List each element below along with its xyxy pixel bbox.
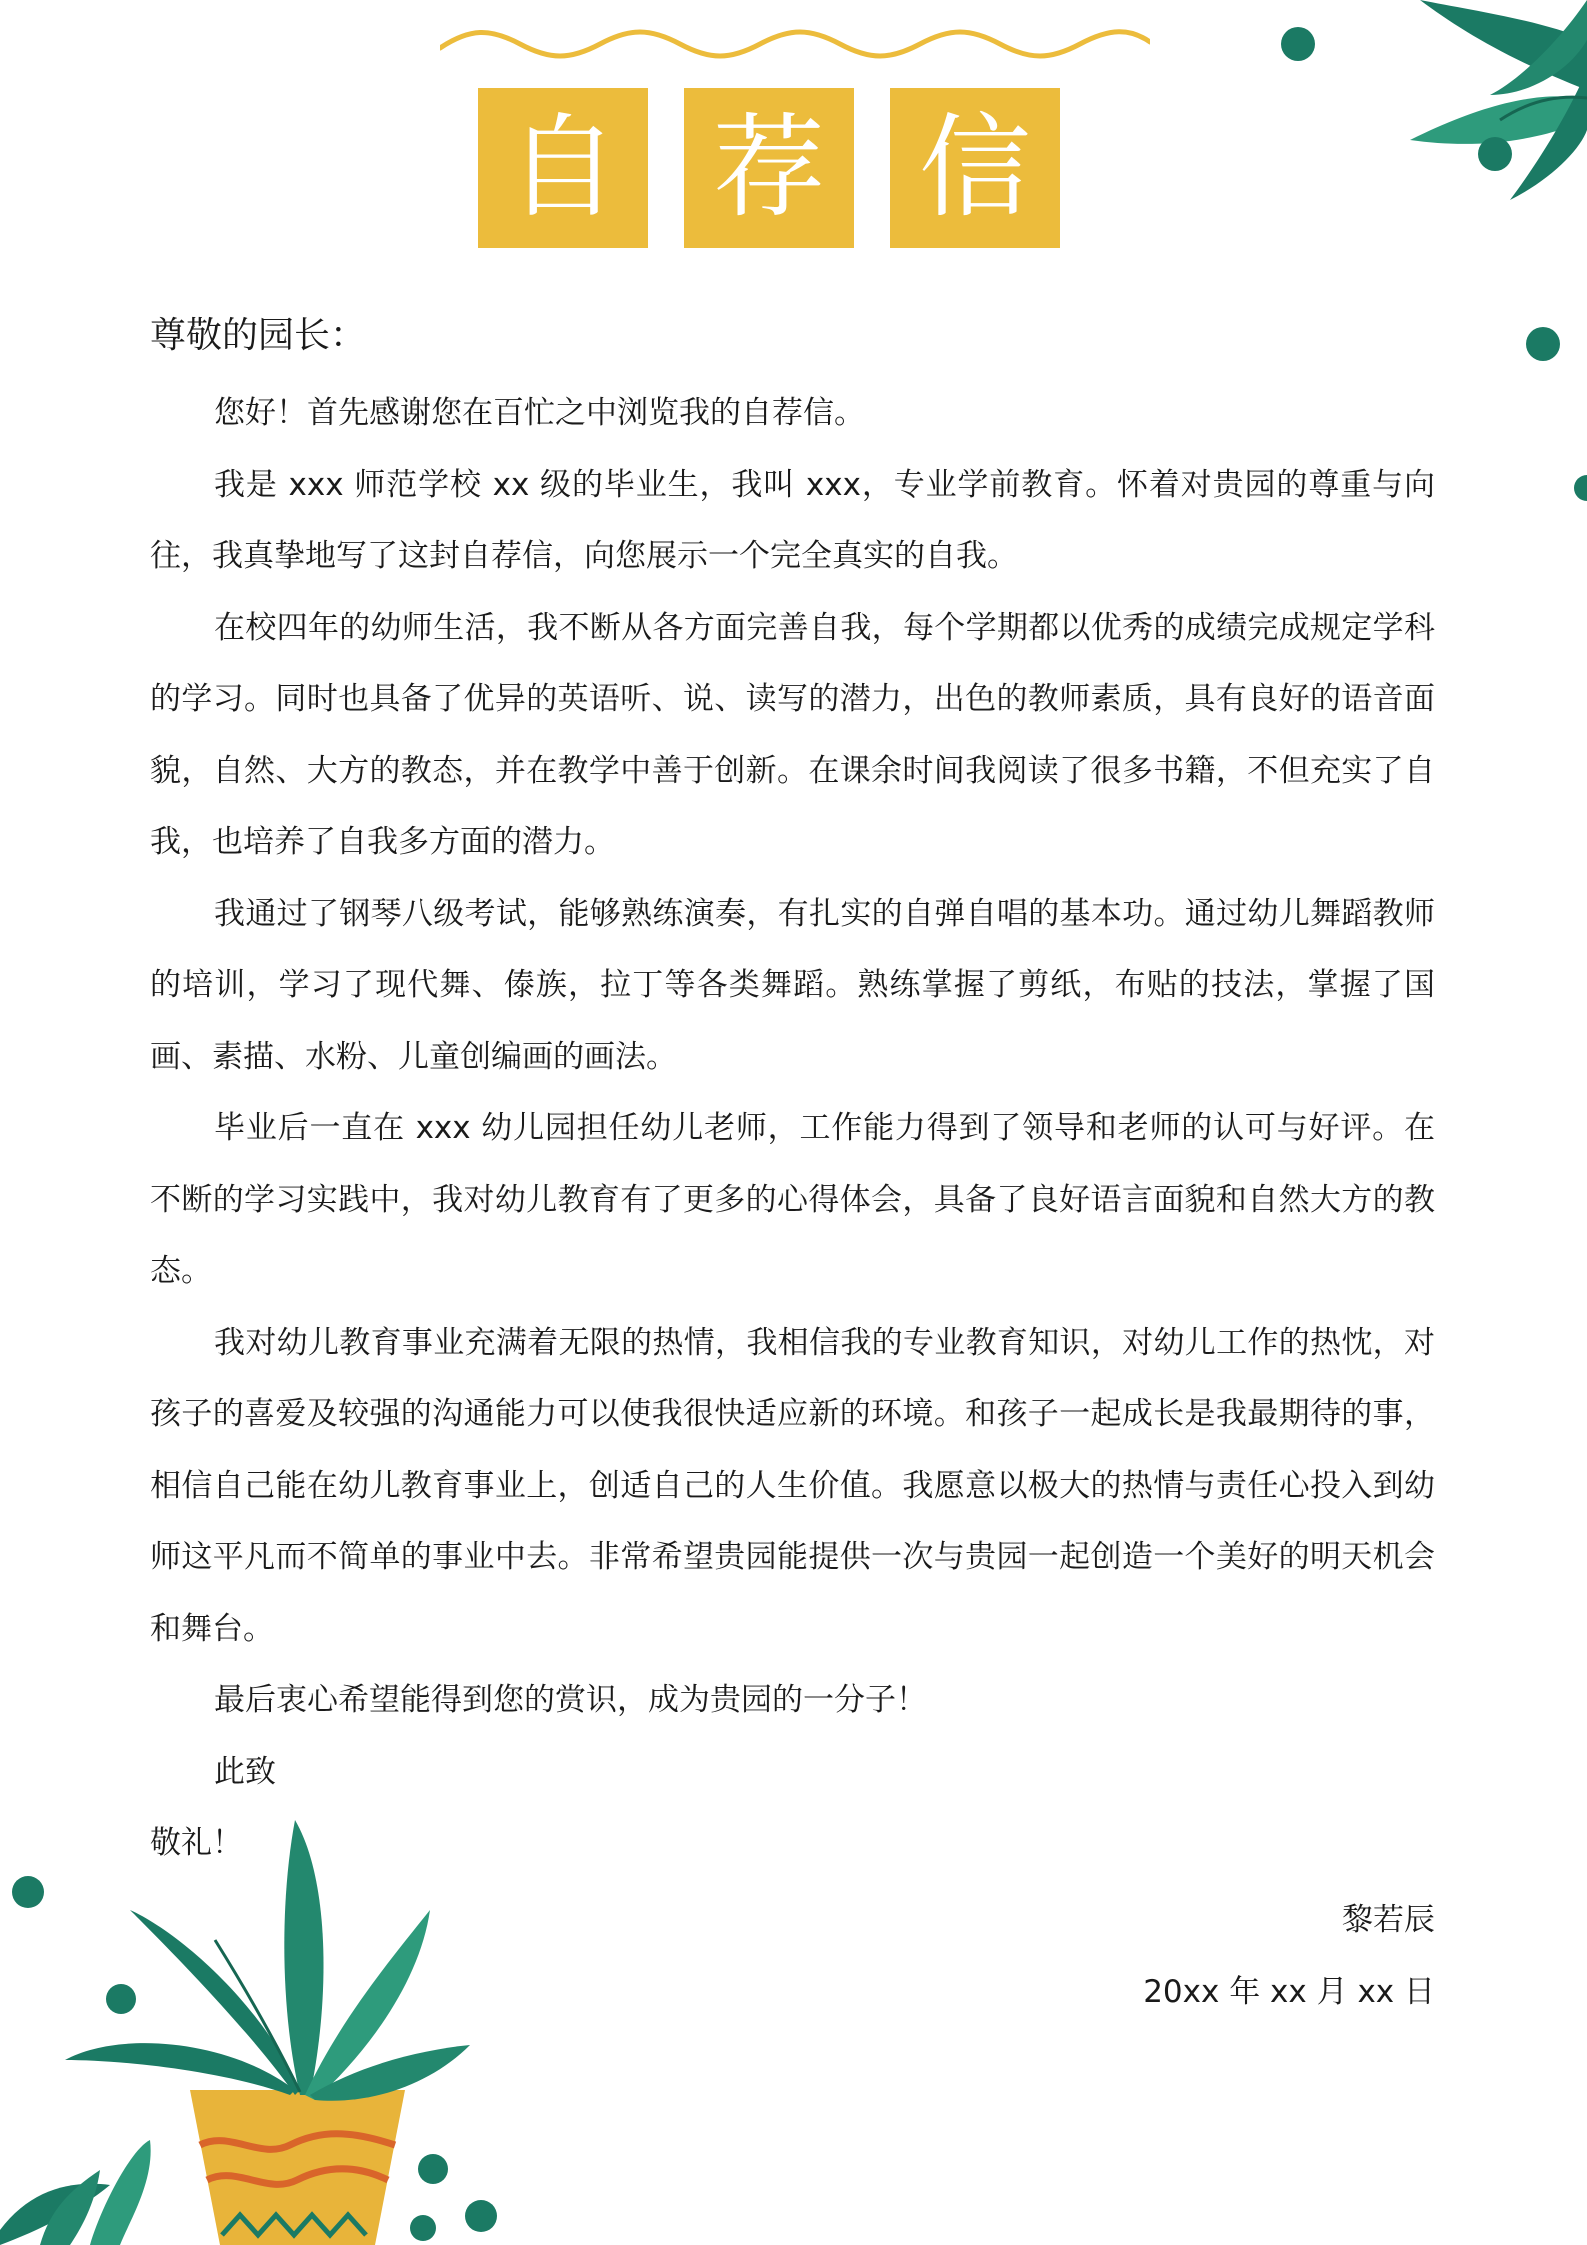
closing: 此致 [214, 1753, 276, 1790]
signature-date: 20xx 年 xx 月 xx 日 [1143, 1973, 1435, 2010]
wave-decoration [440, 22, 1150, 62]
letter-paragraph: 最后衷心希望能得到您的赏识，成为贵园的一分子！ [214, 1682, 927, 1718]
letter-paragraph: 毕业后一直在 xxx 幼儿园担任幼儿老师，工作能力得到了领导和老师的认可与好评。在不断的学习实践中，我对幼儿教育有了更多的心得体会，具备了良好语言面貌和自然大方的教态。 [150, 1110, 1435, 1289]
letter-body [150, 300, 1435, 2028]
letter-paragraph: 您好！首先感谢您在百忙之中浏览我的自荐信。 [214, 395, 865, 431]
letter-paragraph: 我对幼儿教育事业充满着无限的热情，我相信我的专业教育知识，对幼儿工作的热忱，对孩子的喜爱及较强的沟通能力可以使我很快适应新的环境。和孩子一起成长是我最期待的事，相信自己能在幼儿教育事业上，创适自己的人生价值。我愿意以极大的热情与责任心投入到幼师这平凡而不简单的事业中去。非常希望贵园能提供一次与贵园一起创造一个美好的明天机会和舞台。 [150, 1324, 1435, 1647]
letter-paragraph: 我是 xxx 师范学校 xx 级的毕业生，我叫 xxx，专业学前教育。怀着对贵园的尊重与向往，我真挚地写了这封自荐信，向您展示一个完全真实的自我。 [150, 466, 1435, 574]
dot-decoration [1281, 27, 1315, 61]
title-char: 自 [507, 103, 619, 233]
title-char-box [684, 88, 854, 248]
dot-decoration [410, 2215, 436, 2241]
dot-decoration [1574, 475, 1587, 501]
title-char-box [478, 88, 648, 248]
dot-decoration [106, 1984, 136, 2014]
title-char: 信 [919, 103, 1031, 233]
page-title [478, 88, 1060, 248]
dot-decoration [1478, 137, 1512, 171]
dot-decoration [465, 2200, 497, 2232]
dot-decoration [418, 2154, 448, 2184]
respect: 敬礼！ [150, 1825, 243, 1861]
dot-decoration [1526, 327, 1560, 361]
title-char: 荐 [713, 103, 825, 233]
signature-name: 黎若辰 [1342, 1901, 1435, 1938]
potted-plant-icon [0, 1810, 480, 2245]
letter-paragraph: 在校四年的幼师生活，我不断从各方面完善自我，每个学期都以优秀的成绩完成规定学科的学习。同时也具备了优异的英语听、说、读写的潜力，出色的教师素质，具有良好的语音面貌，自然、大方的教态，并在教学中善于创新。在课余时间我阅读了很多书籍，不但充实了自我，也培养了自我多方面的潜力。 [150, 609, 1435, 860]
title-char-box [890, 88, 1060, 248]
plant-leaves-icon [1340, 0, 1587, 210]
salutation: 尊敬的园长： [150, 315, 367, 356]
dot-decoration [12, 1876, 44, 1908]
letter-paragraph: 我通过了钢琴八级考试，能够熟练演奏，有扎实的自弹自唱的基本功。通过幼儿舞蹈教师的培训，学习了现代舞、傣族，拉丁等各类舞蹈。熟练掌握了剪纸，布贴的技法，掌握了国画、素描、水粉、儿童创编画的画法。 [150, 895, 1435, 1075]
